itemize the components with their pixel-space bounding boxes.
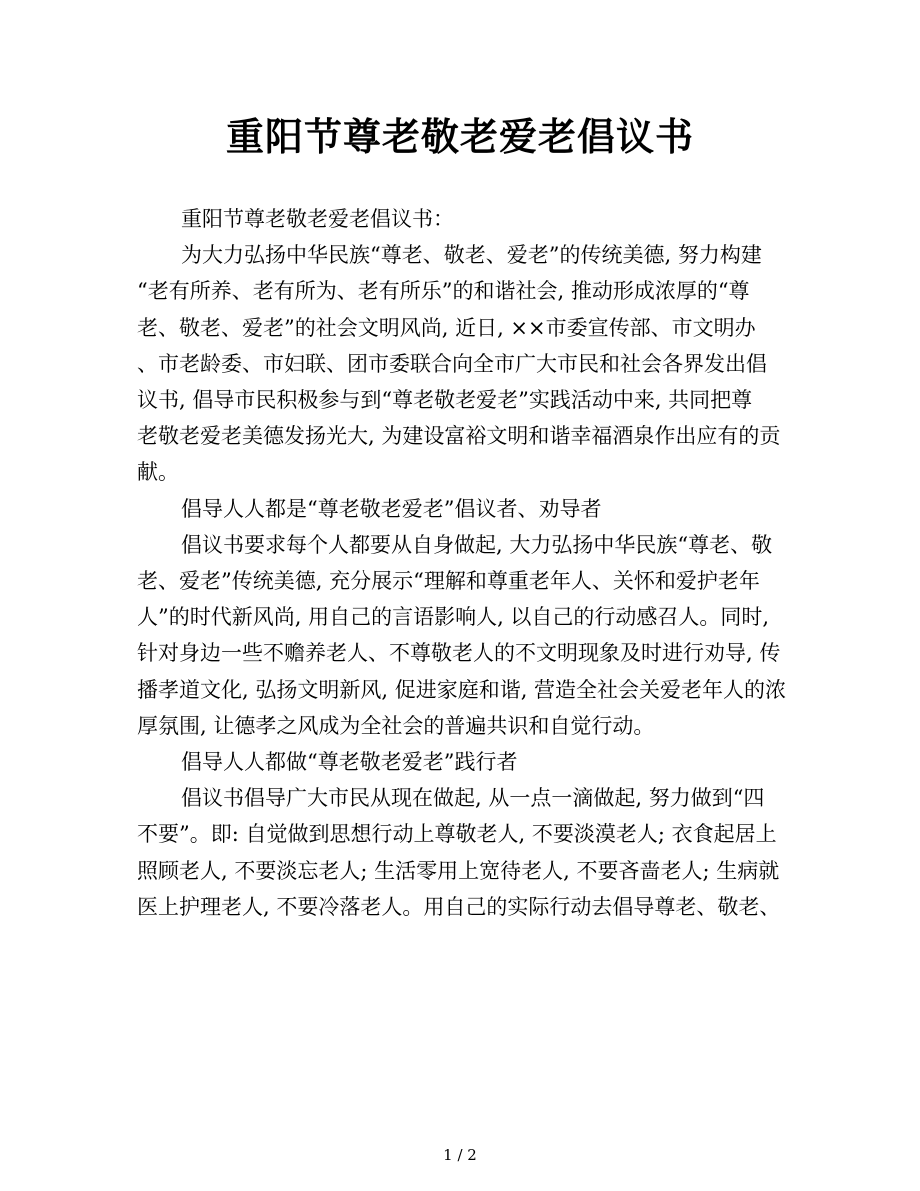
paragraph-1-line-2: “老有所养、老有所为、老有所乐”的和谐社会, 推动形成浓厚的“尊 [137, 279, 750, 304]
paragraph-3-line-2: 不要”。即: 自觉做到思想行动上尊敬老人, 不要淡漠老人; 衣食起居上 [137, 822, 777, 847]
paragraph-3-line-3: 照顾老人, 不要淡忘老人; 生活零用上宽待老人, 不要吝啬老人; 生病就 [137, 858, 780, 883]
paragraph-1-line-7: 献。 [137, 460, 179, 485]
paragraph-3-line-1: 倡议书倡导广大市民从现在做起, 从一点一滴做起, 努力做到“四 [181, 786, 765, 811]
paragraph-2-line-1: 倡议书要求每个人都要从自身做起, 大力弘扬中华民族“尊老、敬 [181, 532, 773, 557]
page-number: 1 / 2 [443, 1146, 477, 1164]
paragraph-2-line-2: 老、爱老”传统美德, 充分展示“理解和尊重老年人、关怀和爱护老年 [137, 569, 760, 594]
paragraph-1-line-5: 议书, 倡导市民积极参与到“尊老敬老爱老”实践活动中来, 共同把尊 [137, 388, 753, 413]
section-heading-1: 倡导人人都是“尊老敬老爱老”倡议者、劝导者 [181, 496, 602, 521]
paragraph-1-line-6: 老敬老爱老美德发扬光大, 为建设富裕文明和谐幸福酒泉作出应有的贡 [137, 424, 781, 449]
document-title: 重阳节尊老敬老爱老倡议书 [225, 114, 694, 159]
paragraph-2-line-4: 针对身边一些不赡养老人、不尊敬老人的不文明现象及时进行劝导, 传 [137, 641, 781, 666]
document-body [137, 201, 787, 925]
paragraph-2-line-6: 厚氛围, 让德孝之风成为全社会的普遍共识和自觉行动。 [137, 713, 655, 738]
salutation-line: 重阳节尊老敬老爱老倡议书： [181, 207, 454, 231]
paragraph-1-line-4: 、市老龄委、市妇联、团市委联合向全市广大市民和社会各界发出倡 [137, 351, 767, 376]
paragraph-1-line-3: 老、敬老、爱老”的社会文明风尚, 近日, ××市委宣传部、市文明办 [137, 315, 756, 340]
paragraph-2-line-3: 人”的时代新风尚, 用自己的言语影响人, 以自己的行动感召人。同时, [137, 605, 770, 630]
paragraph-2-line-5: 播孝道文化, 弘扬文明新风, 促进家庭和谐, 营造全社会关爱老年人的浓 [137, 677, 787, 702]
section-heading-2: 倡导人人都做“尊老敬老爱老”践行者 [181, 750, 518, 775]
paragraph-3-line-4: 医上护理老人, 不要冷落老人。用自己的实际行动去倡导尊老、敬老、 [137, 894, 781, 919]
paragraph-1-line-1: 为大力弘扬中华民族“尊老、敬老、爱老”的传统美德, 努力构建 [181, 243, 762, 268]
